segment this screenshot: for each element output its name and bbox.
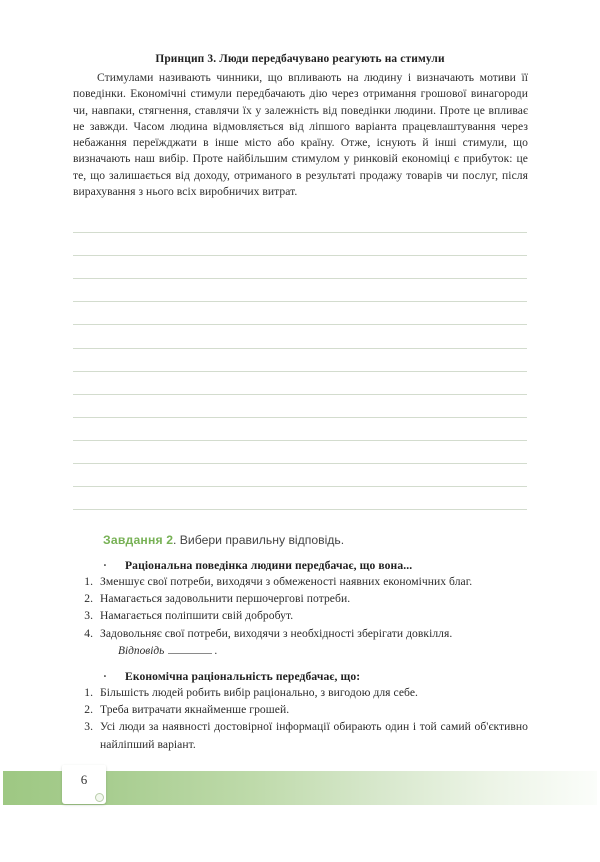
option-text: Намагається поліпшити свій добробут.: [100, 609, 294, 623]
task-instruction: . Вибери правильну відповідь.: [173, 533, 345, 547]
section-heading: Принцип 3. Люди передбачувано реагують на стимули: [155, 53, 445, 65]
bullet-dot-icon: ·: [103, 670, 107, 683]
question-prompt-2-text: Економічна раціональність передбачає, що:: [125, 670, 361, 683]
option-text: Намагається задовольнити першочергові потреби.: [100, 592, 351, 606]
rule-line: [73, 324, 527, 325]
option-text: Усі люди за наявності достовірної інформації обирають один і той самий об'єктивно найліпший варіант.: [100, 720, 528, 751]
rule-line: [73, 371, 527, 372]
list-item[interactable]: [73, 684, 528, 701]
bullet-dot-icon: ·: [103, 559, 107, 572]
rule-line: [73, 394, 527, 395]
answer-label: Відповідь: [118, 645, 165, 657]
option-index: 4.: [84, 626, 93, 640]
options-list-1: [73, 573, 528, 642]
question-prompt-1: [103, 559, 412, 572]
rule-line: [73, 255, 527, 256]
option-text: Більшість людей робить вибір раціонально, з вигодою для себе.: [100, 686, 418, 699]
rule-line: [73, 486, 527, 487]
rule-line: [73, 509, 527, 510]
page-corner-curl-icon: [95, 793, 104, 802]
option-text: Треба витрачати якнайменше грошей.: [100, 703, 290, 717]
ruled-writing-area[interactable]: [73, 232, 527, 528]
option-index: 1.: [84, 686, 93, 699]
list-item[interactable]: [73, 701, 528, 718]
question-prompt-2: [103, 670, 360, 683]
options-list-2: [73, 684, 528, 753]
task-label: Завдання: [103, 533, 163, 547]
rule-line: [73, 232, 527, 233]
list-item[interactable]: [73, 573, 528, 590]
question-prompt-1-text: Раціональна поведінка людини передбачає, що вона...: [125, 559, 413, 572]
answer-input-blank[interactable]: [168, 644, 212, 654]
rule-line: [73, 463, 527, 464]
option-index: 2.: [84, 592, 93, 606]
option-index: 3.: [84, 609, 93, 623]
list-item[interactable]: [73, 607, 528, 624]
list-item[interactable]: [73, 718, 528, 752]
option-text: Зменшує свої потреби, виходячи з обмеженості наявних економічних благ.: [100, 575, 473, 588]
list-item[interactable]: [73, 590, 528, 607]
rule-line: [73, 278, 527, 279]
option-index: 3.: [84, 720, 93, 734]
rule-line: [73, 301, 527, 302]
rule-line: [73, 440, 527, 441]
answer-terminator: .: [214, 645, 218, 657]
rule-line: [73, 417, 527, 418]
option-text: Задовольняє свої потреби, виходячи з необхідності зберігати довкілля.: [100, 626, 453, 640]
body-paragraph: Стимулами називають чинники, що впливають на людину і визначають мотиви її поведінки. Економічні стимули передбачають дію через отримання грошової винагороди чи, навпаки, стягнення, ставлячи їх у залежність від поведінки людини. Проте це впливає не завжди. Часом людина відмовляється від ліпшого варіанта працевлаштування через небажання переїжджати в інше місто або країну. Отже, існують й інші стимули, що визначають наш вибір. Проте найбільшим стимулом у ринковій економіці є прибуток: це те, що залишається від доходу, отриманого в результаті продажу товарів чи послуг, після вирахування з нього всіх виробничих витрат.: [73, 71, 528, 199]
task-header: [103, 533, 344, 547]
option-index: 1.: [84, 575, 93, 588]
rule-line: [73, 348, 527, 349]
page-number-badge: [62, 765, 106, 804]
page-number: 6: [80, 772, 88, 787]
option-index: 2.: [84, 703, 93, 717]
task-number: 2: [166, 533, 174, 547]
list-item[interactable]: [73, 625, 528, 642]
answer-row[interactable]: [118, 644, 217, 657]
